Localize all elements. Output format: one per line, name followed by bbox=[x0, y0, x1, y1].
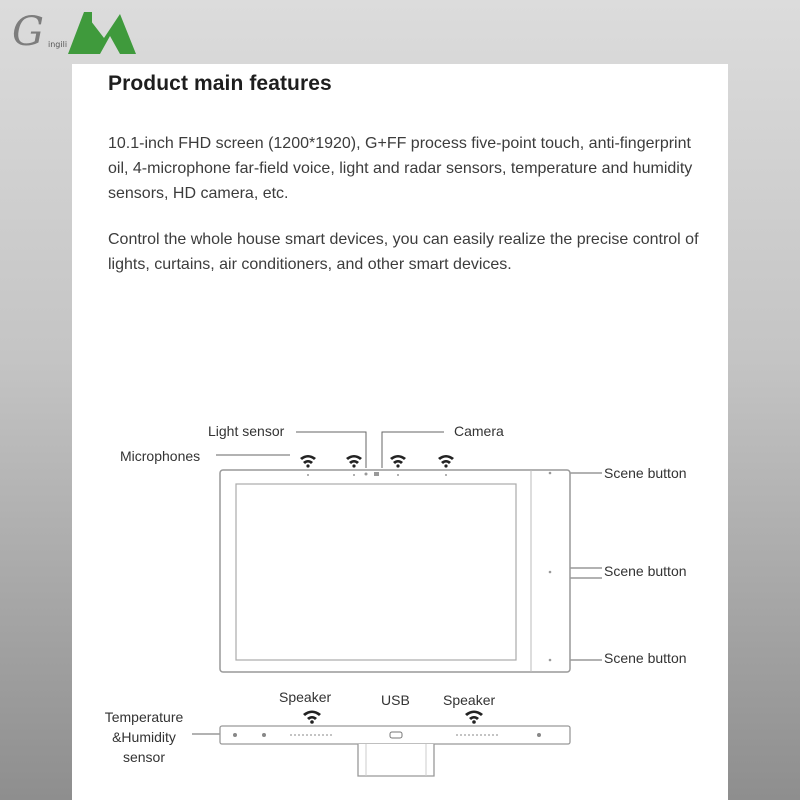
device-screen bbox=[236, 484, 516, 660]
logo-mark-icon bbox=[64, 8, 140, 56]
scene-button-2-dot bbox=[549, 571, 552, 574]
microphone-icon bbox=[390, 455, 406, 468]
page-title: Product main features bbox=[108, 72, 332, 95]
speaker-left-label: Speaker bbox=[279, 689, 332, 705]
scene-button-3-label: Scene button bbox=[604, 650, 687, 666]
feature-paragraph-control: Control the whole house smart devices, you can easily realize the precise control of lights, curtains, air conditioners, and other smart devices. bbox=[108, 231, 699, 273]
microphone-icon bbox=[438, 455, 454, 468]
device-diagram bbox=[72, 64, 728, 800]
speaker-right-label: Speaker bbox=[443, 692, 496, 708]
light-sensor-label: Light sensor bbox=[208, 423, 285, 439]
microphones-label: Microphones bbox=[120, 448, 201, 464]
light-sensor-dot bbox=[365, 473, 368, 476]
usb-label: USB bbox=[381, 692, 410, 708]
device-stand bbox=[358, 744, 434, 776]
brand-logo bbox=[10, 6, 140, 56]
logo-subtext: ingili bbox=[48, 40, 68, 49]
temp-sensor-port bbox=[233, 733, 237, 737]
camera-label: Camera bbox=[454, 423, 504, 439]
feature-paragraph-specs: 10.1-inch FHD screen (1200*1920), G+FF process five-point touch, anti-fingerprint oil, 4-microphone far-field voice, light and radar sensors, temperature and humidity sensors, HD camera, etc. bbox=[108, 135, 693, 202]
microphone-icons bbox=[300, 455, 454, 468]
scene-button-3-dot bbox=[549, 659, 552, 662]
product-feature-card bbox=[72, 64, 728, 800]
scene-button-1-dot bbox=[549, 472, 552, 475]
speaker-icons bbox=[303, 711, 483, 724]
usb-port bbox=[390, 732, 402, 738]
speaker-icon bbox=[303, 711, 321, 724]
temp-humidity-label: Temperature &Humidity sensor bbox=[104, 709, 184, 765]
speaker-icon bbox=[465, 711, 483, 724]
scene-button-2-label: Scene button bbox=[604, 563, 687, 579]
microphone-icon bbox=[346, 455, 362, 468]
logo-letter: G bbox=[12, 9, 44, 55]
camera-leader-line bbox=[382, 432, 444, 468]
microphone-icon bbox=[300, 455, 316, 468]
scene-button-1-label: Scene button bbox=[604, 465, 687, 481]
camera-lens bbox=[374, 472, 379, 476]
